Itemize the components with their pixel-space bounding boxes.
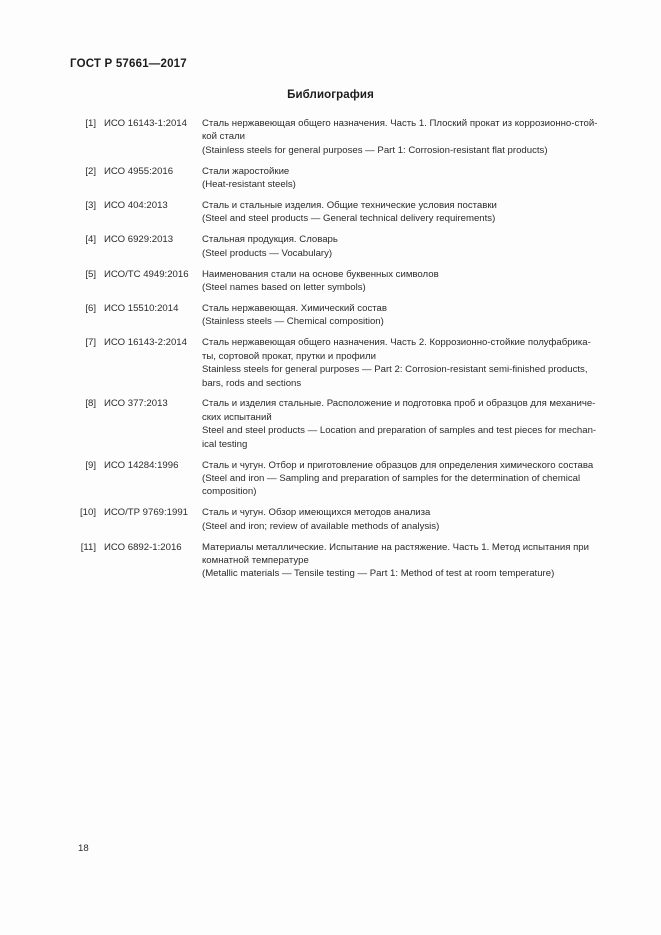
bibliography-entry-line: Стальная продукция. Словарь xyxy=(202,234,338,246)
bibliography-entry-line: (Stainless steels — Chemical composition) xyxy=(202,316,384,328)
bibliography-entry-text xyxy=(202,336,626,390)
bibliography-entry-text xyxy=(202,268,626,295)
bibliography-entry-number: [5] xyxy=(85,268,96,280)
bibliography-entry-number: [1] xyxy=(85,118,96,129)
bibliography-entry-line: Сталь нержавеющая. Химический состав xyxy=(202,302,387,314)
bibliography-entry-standard: ИСО 4955:2016 xyxy=(104,165,174,177)
bibliography-entry-number: [9] xyxy=(85,459,96,471)
bibliography-entry-line: Материалы металлические. Испытание на растяжение. Часть 1. Метод испытания при xyxy=(202,541,589,553)
bibliography-entry xyxy=(68,336,626,390)
bibliography-entry-text xyxy=(202,233,626,260)
bibliography-entry-standard: ИСО/ТР 9769:1991 xyxy=(104,507,189,519)
bibliography-entry-text xyxy=(202,199,626,226)
bibliography-entry xyxy=(68,233,626,260)
bibliography-entry-standard: ИСО 6892-1:2016 xyxy=(104,541,182,553)
bibliography-entry xyxy=(68,459,626,499)
bibliography-entry-number: [11] xyxy=(80,541,96,553)
bibliography-entry-standard: ИСО 14284:1996 xyxy=(104,459,179,471)
bibliography-entry-line: Сталь нержавеющая общего назначения. Часть 2. Коррозионно-стойкие полуфабрика- xyxy=(202,337,591,349)
bibliography-entry xyxy=(68,117,626,157)
bibliography-list xyxy=(68,117,626,588)
bibliography-entry-text xyxy=(202,541,626,581)
bibliography-entry-line: (Steel names based on letter symbols) xyxy=(202,282,366,294)
bibliography-entry xyxy=(68,199,626,226)
bibliography-entry-number: [4] xyxy=(85,234,96,246)
bibliography-entry xyxy=(68,506,626,533)
bibliography-entry-text xyxy=(202,117,626,157)
bibliography-entry-line: composition) xyxy=(202,486,257,498)
page-title: Библиография xyxy=(287,89,374,101)
page-number: 18 xyxy=(78,843,89,854)
bibliography-entry-line: Сталь и чугун. Отбор и приготовление образцов для определения химического состава xyxy=(202,459,594,471)
bibliography-entry-line: (Steel products — Vocabulary) xyxy=(202,247,333,259)
bibliography-entry-standard: ИСО 404:2013 xyxy=(104,200,168,212)
bibliography-entry-text xyxy=(202,165,626,192)
bibliography-entry-line: Сталь и чугун. Обзор имеющихся методов анализа xyxy=(202,507,431,519)
bibliography-entry-number: [2] xyxy=(85,165,96,177)
bibliography-entry-line: Сталь и изделия стальные. Расположение и подготовка проб и образцов для механиче- xyxy=(202,398,596,410)
bibliography-entry-line: ты, сортовой прокат, прутки и профили xyxy=(202,350,376,362)
bibliography-entry-text xyxy=(202,459,626,499)
bibliography-entry-line: Сталь нержавеющая общего назначения. Часть 1. Плоский прокат из коррозионно-стой- xyxy=(202,118,598,129)
bibliography-entry-line: (Steel and steel products — General technical delivery requirements) xyxy=(202,213,496,225)
bibliography-entry-line: Steel and steel products — Location and preparation of samples and test pieces for mechan- xyxy=(202,425,597,437)
bibliography-entry-line: ical testing xyxy=(202,438,248,450)
bibliography-entry-line: Stainless steels for general purposes — Part 2: Corrosion-resistant semi-finished products, xyxy=(202,364,588,376)
bibliography-entry-line: ских испытаний xyxy=(202,411,272,423)
bibliography-entry-standard: ИСО/ТС 4949:2016 xyxy=(104,268,189,280)
bibliography-entry-line: (Metallic materials — Tensile testing — Part 1: Method of test at room temperature) xyxy=(202,568,555,580)
bibliography-entry-line: кой стали xyxy=(202,131,246,143)
bibliography-entry-text xyxy=(202,397,626,451)
bibliography-entry xyxy=(68,268,626,295)
bibliography-entry-line: Наименования стали на основе буквенных символов xyxy=(202,268,439,280)
bibliography-entry-line: Сталь и стальные изделия. Общие технические условия поставки xyxy=(202,200,497,212)
bibliography-entry-number: [6] xyxy=(85,302,96,314)
document-standard-header: ГОСТ Р 57661—2017 xyxy=(70,58,187,70)
bibliography-entry-line: (Stainless steels for general purposes — Part 1: Corrosion-resistant flat products) xyxy=(202,144,548,156)
bibliography-entry-line: bars, rods and sections xyxy=(202,377,302,389)
bibliography-entry-number: [8] xyxy=(85,398,96,410)
bibliography-entry-text xyxy=(202,506,626,533)
bibliography-entry-line: (Steel and iron — Sampling and preparation of samples for the determination of chemical xyxy=(202,472,581,484)
bibliography-entry-line: комнатной температуре xyxy=(202,554,309,566)
bibliography-entry-standard: ИСО 16143-2:2014 xyxy=(104,337,187,349)
bibliography-entry-line: Стали жаростойкие xyxy=(202,165,290,177)
bibliography-entry-line: (Heat-resistant steels) xyxy=(202,179,296,191)
bibliography-entry xyxy=(68,397,626,451)
bibliography-entry-number: [10] xyxy=(79,507,96,519)
bibliography-entry xyxy=(68,541,626,581)
bibliography-entry-text xyxy=(202,302,626,329)
bibliography-entry-standard: ИСО 6929:2013 xyxy=(104,234,174,246)
bibliography-entry-line: (Steel and iron; review of available methods of analysis) xyxy=(202,520,440,532)
bibliography-entry xyxy=(68,302,626,329)
bibliography-entry-number: [3] xyxy=(85,200,96,212)
bibliography-entry-standard: ИСО 15510:2014 xyxy=(104,302,179,314)
bibliography-entry-number: [7] xyxy=(85,337,96,349)
bibliography-entry-standard: ИСО 377:2013 xyxy=(104,398,168,410)
bibliography-entry xyxy=(68,165,626,192)
bibliography-entry-standard: ИСО 16143-1:2014 xyxy=(104,118,187,129)
